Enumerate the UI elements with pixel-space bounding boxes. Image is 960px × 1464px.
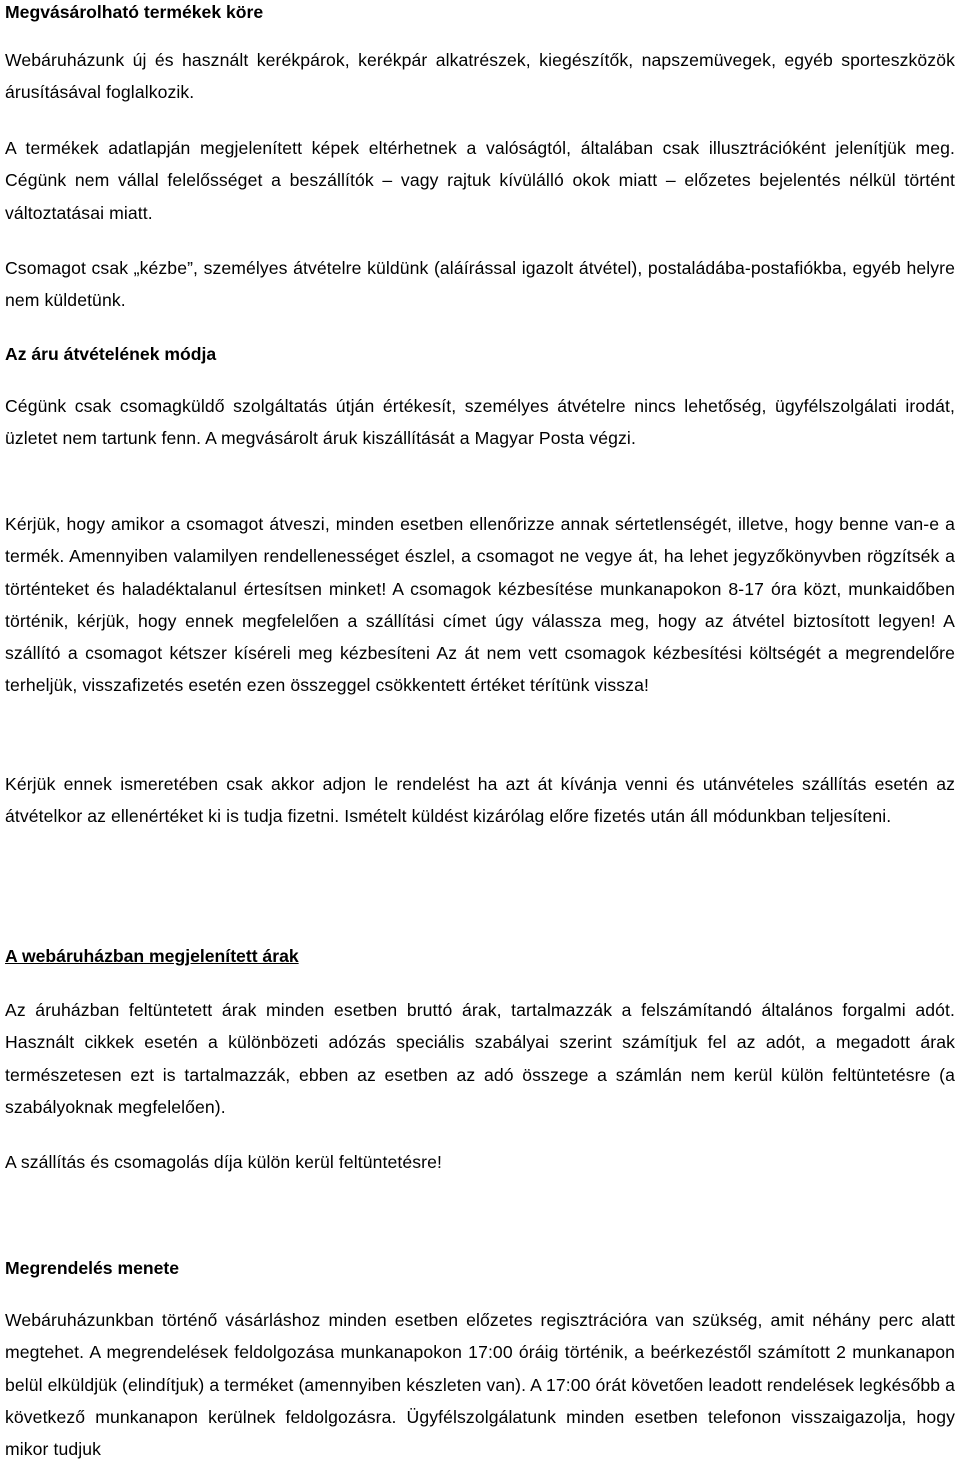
paragraph-delivery-check: Kérjük, hogy amikor a csomagot átveszi, minden esetben ellenőrizze annak sértetlenségét, illetve, hogy benne van-e a termék. Amennyiben valamilyen rendellenességet észlel, a csomagot ne vegye át, ha lehet jegyzőkönyvben rögzítsék a történteket és haladéktalanul értesítsen minket! A csomagok kézbesítése munkanapokon 8-17 óra közt, munkaidőben történik, kérjük, hogy ennek megfelelően a szállítási címet úgy válassza meg, hogy az átvétel biztosított legyen! A szállító a csomagot kétszer kíséreli meg kézbesíteni Az át nem vett csomagok kézbesítési költségét a megrendelőre terheljük, visszafizetés esetén ezen összeggel csökkentett értéket térítünk vissza!	[5, 514, 955, 696]
heading-products: Megvásárolható termékek köre	[5, 2, 264, 22]
heading-prices: A webáruházban megjelenített árak	[5, 946, 299, 966]
paragraph-delivery-service: Cégünk csak csomagküldő szolgáltatás útján értékesít, személyes átvételre nincs lehetőség, ügyfélszolgálati irodát, üzletet nem tartunk fenn. A megvásárolt áruk kiszállítását a Magyar Posta végzi.	[5, 396, 955, 449]
paragraph-prices-shipping: A szállítás és csomagolás díja külön kerül feltüntetésre!	[5, 1152, 442, 1172]
paragraph-prices-gross: Az áruházban feltüntetett árak minden esetben bruttó árak, tartalmazzák a felszámítandó általános forgalmi adót. Használt cikkek esetén a különbözeti adózás speciális szabályai szerint számítjuk fel az adót, a megadott árak természetesen ezt is tartalmazzák, ebben az esetben az adó összege a számlán nem kerül külön feltüntetésre (a szabályoknak megfelelően).	[5, 1000, 955, 1117]
paragraph-delivery-payment: Kérjük ennek ismeretében csak akkor adjon le rendelést ha azt át kívánja venni és utánvételes szállítás esetén az átvételkor az ellenértéket ki is tudja fizetni. Ismételt küldést kizárólag előre fizetés után áll módunkban teljesíteni.	[5, 774, 955, 827]
heading-delivery: Az áru átvételének módja	[5, 344, 217, 364]
paragraph-product-images: A termékek adatlapján megjelenített képek eltérhetnek a valóságtól, általában csak illusztrációként jelenítjük meg. Cégünk nem vállal felelősséget a beszállítók – vagy rajtuk kívülálló okok miatt – előzetes bejelentés nélkül történt változtatásai miatt.	[5, 138, 955, 223]
paragraph-order-process: Webáruházunkban történő vásárláshoz minden esetben előzetes regisztrációra van szükség, amit néhány perc alatt megtehet. A megrendelések feldolgozása munkanapokon 17:00 óráig történik, a beérkezéstől számított 2 munkanapon belül elküldjük (elindítjuk) a terméket (amennyiben készleten van). A 17:00 órát követően leadott rendelések legkésőbb a következő munkanapon kerülnek feldolgozásra. Ügyfélszolgálatunk minden esetben telefonon visszaigazolja, hogy mikor tudjuk	[5, 1310, 955, 1460]
heading-order: Megrendelés menete	[5, 1258, 180, 1278]
paragraph-parcel-handover: Csomagot csak „kézbe”, személyes átvételre küldünk (aláírással igazolt átvétel), postaládába-postafiókba, egyéb helyre nem küldetünk.	[5, 258, 955, 311]
paragraph-products-range: Webáruházunk új és használt kerékpárok, kerékpár alkatrészek, kiegészítők, napszemüvegek, egyéb sporteszközök árusításával foglalkozik.	[5, 50, 955, 103]
